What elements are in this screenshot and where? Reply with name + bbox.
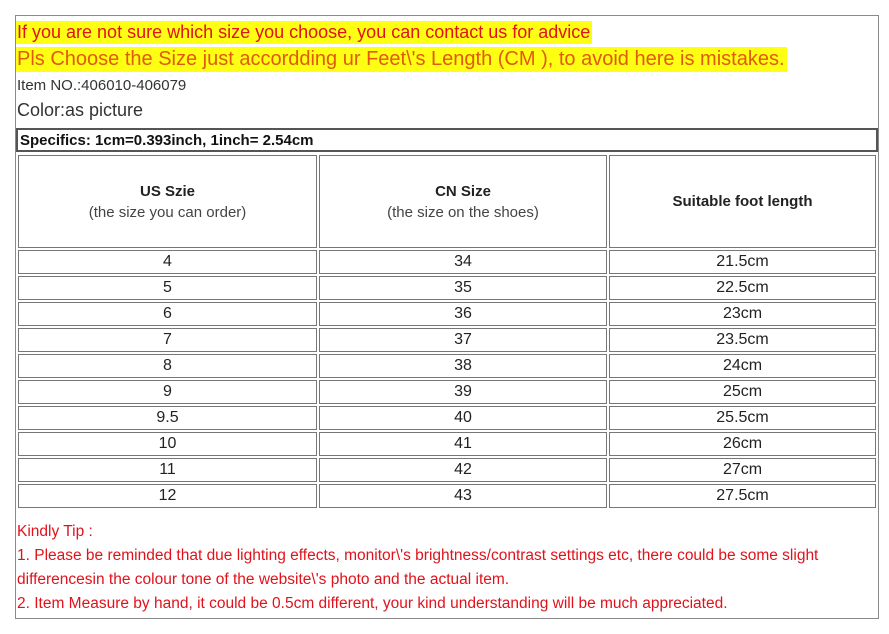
choose-size-notice: Pls Choose the Size just accordding ur Feet\'s Length (CM ), to avoid here is mistakes. [17,48,785,70]
us-size-cell: 11 [18,458,317,482]
color-info: Color:as picture [17,100,144,120]
us-size-cell: 9.5 [18,406,317,430]
us-size-cell: 12 [18,484,317,508]
foot-length-cell: 24cm [609,354,876,378]
header-cn-size-label: CN Size [435,182,491,200]
tip-line-1: 1. Please be reminded that due lighting effects, monitor\'s brightness/contrast settings etc, there could be some slight [17,547,819,564]
header-us-size-label: US Szie [139,182,196,200]
us-size-cell: 10 [18,432,317,456]
foot-length-cell: 26cm [609,432,876,456]
item-number: Item NO.:406010-406079 [17,77,187,94]
advice-notice: If you are not sure which size you choose, you can contact us for advice [17,22,591,42]
foot-length-cell: 25.5cm [609,406,876,430]
table-row [18,354,876,378]
table-row [18,380,876,404]
foot-length-cell: 27cm [609,458,876,482]
foot-length-cell: 23.5cm [609,328,876,352]
us-size-cell: 4 [18,250,317,274]
cn-size-cell: 42 [319,458,607,482]
cn-size-cell: 35 [319,276,607,300]
foot-length-cell: 22.5cm [609,276,876,300]
table-row [18,276,876,300]
table-row [18,406,876,430]
header-cn-size-note: (the size on the shoes) [387,203,539,221]
table-header-row [18,155,876,248]
us-size-cell: 5 [18,276,317,300]
foot-length-cell: 25cm [609,380,876,404]
cn-size-cell: 38 [319,354,607,378]
us-size-cell: 7 [18,328,317,352]
foot-length-cell: 21.5cm [609,250,876,274]
table-row [18,328,876,352]
size-chart-table [16,153,878,510]
cn-size-cell: 39 [319,380,607,404]
table-row [18,302,876,326]
cn-size-cell: 36 [319,302,607,326]
cn-size-cell: 43 [319,484,607,508]
us-size-cell: 9 [18,380,317,404]
table-row [18,458,876,482]
us-size-cell: 6 [18,302,317,326]
tip-line-2: differencesin the colour tone of the website\'s photo and the actual item. [17,571,510,588]
header-us-size [18,155,317,248]
table-row [18,432,876,456]
table-row [18,250,876,274]
kindly-tips [17,520,877,616]
header-cn-size [319,155,607,248]
tips-title: Kindly Tip : [17,523,93,540]
header-foot-length [609,155,876,248]
cn-size-cell: 40 [319,406,607,430]
cn-size-cell: 34 [319,250,607,274]
specifics-bar: Specifics: 1cm=0.393inch, 1inch= 2.54cm [16,128,878,152]
foot-length-cell: 23cm [609,302,876,326]
header-us-size-note: (the size you can order) [88,203,247,221]
header-foot-length-label: Suitable foot length [672,193,813,210]
cn-size-cell: 37 [319,328,607,352]
foot-length-cell: 27.5cm [609,484,876,508]
cn-size-cell: 41 [319,432,607,456]
table-row [18,484,876,508]
tip-line-3: 2. Item Measure by hand, it could be 0.5cm different, your kind understanding will be much appreciated. [17,595,728,612]
us-size-cell: 8 [18,354,317,378]
